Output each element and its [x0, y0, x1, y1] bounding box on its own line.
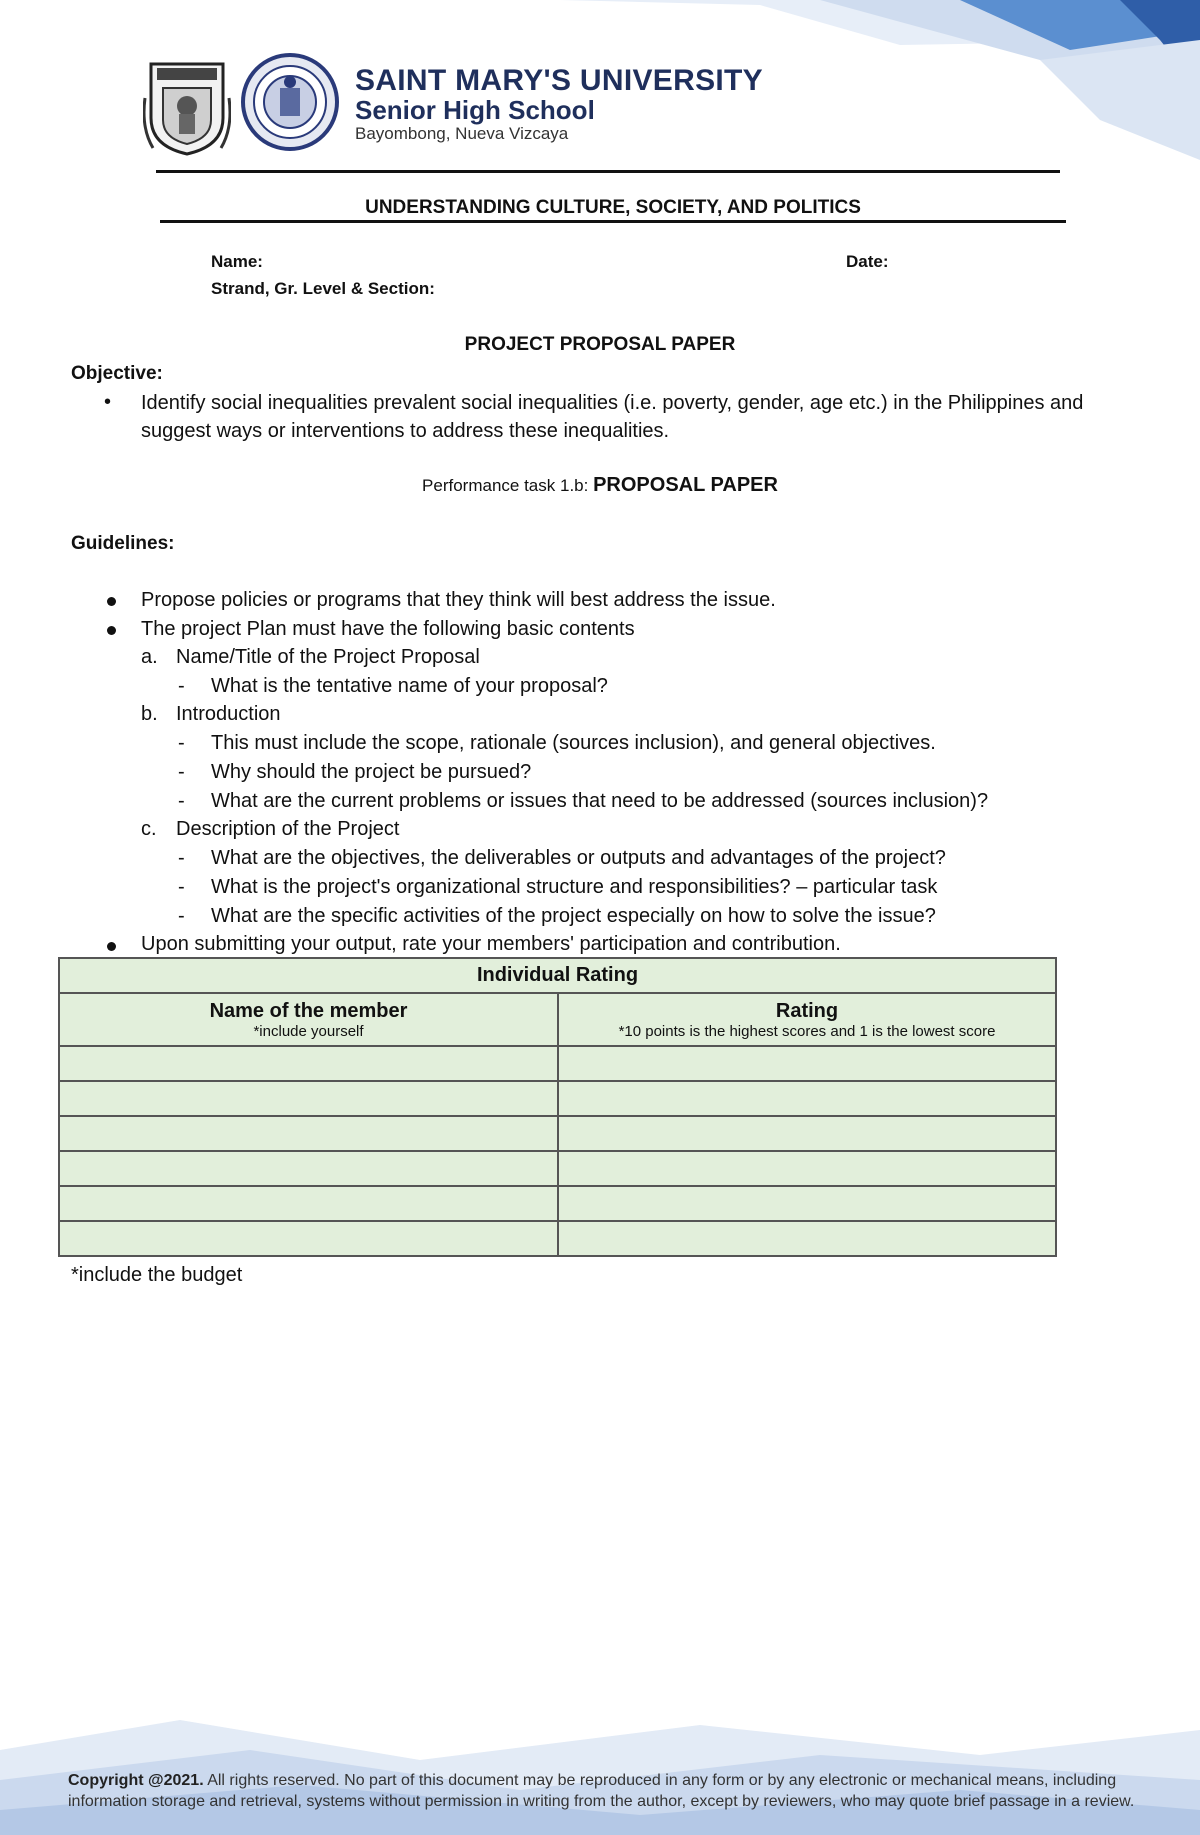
table-row: [59, 1186, 1056, 1221]
rating-cell[interactable]: [558, 1151, 1056, 1186]
content-b-sub-3: What are the current problems or issues that need to be addressed (sources inclusion)?: [211, 790, 989, 812]
rating-header-cell: [558, 993, 1056, 1046]
content-c-marker: c.: [141, 818, 157, 840]
member-column-note: *include yourself: [253, 1022, 364, 1040]
content-c-sub-1: What are the objectives, the deliverables or outputs and advantages of the project?: [211, 847, 946, 869]
table-row: [59, 1221, 1056, 1256]
bullet-1: [107, 597, 116, 606]
content-b-label: Introduction: [176, 703, 281, 725]
copyright-text: All rights reserved. No part of this document may be reproduced in any form or by any electronic or mechanical means, including information storage and retrieval, systems without permission in writing from the author, except by reviewers, who may quote brief passage in a review.: [68, 1772, 1135, 1810]
member-name-cell[interactable]: [59, 1221, 558, 1256]
guideline-item-2: The project Plan must have the following basic contents: [141, 618, 635, 640]
guideline-item-3: Upon submitting your output, rate your members' participation and contribution.: [141, 933, 841, 955]
smu-seal-logo: [240, 52, 340, 152]
dash: -: [178, 675, 185, 697]
member-name-cell[interactable]: [59, 1186, 558, 1221]
objective-label: Objective:: [71, 363, 163, 384]
dash: -: [178, 732, 185, 754]
content-c-sub-2: What is the project's organizational structure and responsibilities? – particular task: [211, 876, 938, 898]
rating-cell[interactable]: [558, 1221, 1056, 1256]
content-c-sub-3: What are the specific activities of the project especially on how to solve the issue?: [211, 905, 936, 927]
rating-table-title: Individual Rating: [476, 964, 639, 986]
rating-cell[interactable]: [558, 1046, 1056, 1081]
objective-text: Identify social inequalities prevalent social inequalities (i.e. poverty, gender, age etc.) in the Philippines and suggest ways or interventions to address these inequalities.: [141, 392, 1084, 442]
guideline-item-1: Propose policies or programs that they think will best address the issue.: [141, 589, 776, 611]
content-a-marker: a.: [141, 646, 158, 668]
rating-column-note: *10 points is the highest scores and 1 is the lowest score: [618, 1022, 996, 1040]
rating-cell[interactable]: [558, 1186, 1056, 1221]
dash: -: [178, 905, 185, 927]
budget-note: *include the budget: [71, 1264, 243, 1286]
content-b-sub-1: This must include the scope, rationale (sources inclusion), and general objectives.: [211, 732, 936, 754]
objective-bullet: •: [104, 391, 112, 413]
bullet-3: [107, 942, 116, 951]
shs-seal-logo: [143, 58, 231, 156]
subject-underline: [160, 220, 1066, 223]
guidelines-label: Guidelines:: [71, 533, 175, 554]
table-row: [59, 1116, 1056, 1151]
member-header-cell: [59, 993, 558, 1046]
dash: -: [178, 876, 185, 898]
member-name-cell[interactable]: [59, 1151, 558, 1186]
school-location: Bayombong, Nueva Vizcaya: [355, 124, 569, 143]
performance-task-title: PROPOSAL PAPER: [593, 474, 778, 496]
dash: -: [178, 761, 185, 783]
content-a-label: Name/Title of the Project Proposal: [176, 646, 480, 668]
member-name-cell[interactable]: [59, 1116, 558, 1151]
performance-task: [0, 474, 1200, 497]
performance-task-prefix: Performance task 1.b:: [422, 476, 589, 495]
subject-title: UNDERSTANDING CULTURE, SOCIETY, AND POLITICS: [365, 197, 861, 218]
table-row: [59, 1151, 1056, 1186]
member-name-cell[interactable]: [59, 1046, 558, 1081]
content-b-sub-2: Why should the project be pursued?: [211, 761, 532, 783]
content-b-marker: b.: [141, 703, 158, 725]
paper-title: PROJECT PROPOSAL PAPER: [464, 334, 736, 355]
table-row: [59, 1081, 1056, 1116]
rating-table-title-cell: [59, 958, 1056, 993]
copyright-bold: Copyright @2021.: [68, 1772, 204, 1789]
table-row: [59, 1046, 1056, 1081]
header-divider: [156, 170, 1060, 173]
rating-column-header: Rating: [775, 999, 839, 1022]
bullet-2: [107, 626, 116, 635]
school-subtitle: Senior High School: [355, 95, 595, 125]
content-c-label: Description of the Project: [176, 818, 400, 840]
individual-rating-table: [58, 957, 1057, 1257]
member-name-cell[interactable]: [59, 1081, 558, 1116]
member-column-header: Name of the member: [209, 999, 408, 1022]
dash: -: [178, 790, 185, 812]
strand-label: Strand, Gr. Level & Section:: [211, 279, 435, 298]
school-name: SAINT MARY'S UNIVERSITY: [355, 64, 763, 97]
copyright-notice: [68, 1770, 1168, 1812]
date-label: Date:: [846, 252, 889, 271]
content-a-sub-1: What is the tentative name of your proposal?: [211, 675, 608, 697]
rating-cell[interactable]: [558, 1081, 1056, 1116]
dash: -: [178, 847, 185, 869]
name-label: Name:: [211, 252, 263, 271]
rating-cell[interactable]: [558, 1116, 1056, 1151]
